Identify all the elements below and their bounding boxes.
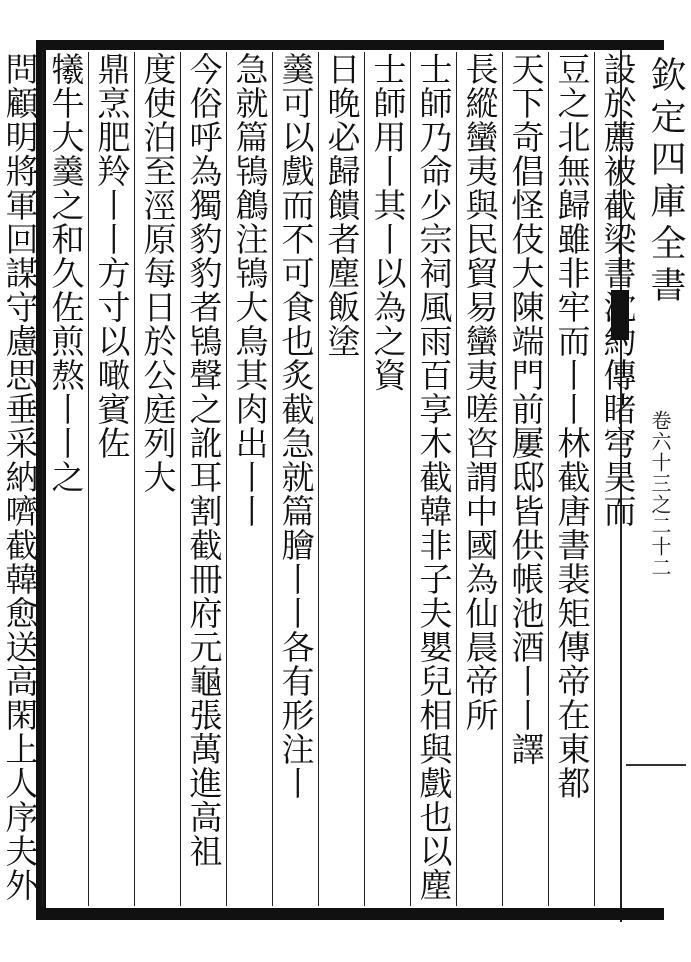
text-column [134,52,180,906]
text-column [594,52,640,906]
column-text: 犧牛大羹之和久佐煎熬丨丨之 [46,52,86,494]
text-column [456,52,502,906]
text-column [226,52,272,906]
column-text: 急就篇鴇鶬注鴇大鳥其肉出丨丨 [230,52,270,528]
text-column [272,52,318,906]
text-column [88,52,134,906]
running-head-volume: 卷六十三之二十二 [648,410,672,578]
text-column [0,52,42,906]
column-text: 豆之北無歸雖非牢而丨丨林截唐書裴矩傳帝在東都 [552,52,592,800]
text-column [42,52,88,906]
column-text: 問顧明將軍回謀守慮思垂采納嚌截韓愈送高閑上人序夫外 [0,52,40,902]
text-column [364,52,410,906]
text-column [410,52,456,906]
text-column [502,52,548,906]
column-text: 設於薦被截梁書沈約傳睹穹昊而 [598,52,638,528]
column-text: 度使泊至涇原每日於公庭列大 [138,52,178,494]
text-column [548,52,594,906]
column-text: 士師用丨其丨以為之資 [368,52,408,392]
column-text: 羹可以戲而不可食也炙截急就篇膾丨丨各有形注丨 [276,52,316,800]
text-column [180,52,226,906]
text-columns [0,52,640,906]
running-head-title: 欽定四庫全書 [645,56,686,308]
column-text: 日晚必歸饋者塵飯塗 [322,52,362,358]
text-column [318,52,364,906]
column-text: 長縱蠻夷與民貿易蠻夷嗟咨謂中國為仙晨帝所 [460,52,500,732]
column-text: 天下奇倡怪伎大陳端門前屢邸皆供帳池酒丨丨譯 [506,52,546,766]
column-text: 鼎烹肥羚丨丨方寸以噉賓佐 [92,52,132,460]
column-text: 今俗呼為獨豹豹者鴇聲之訛耳割截冊府元龜張萬進高祖 [184,52,224,868]
column-text: 士師乃命少宗祠風雨百享木截韓非子夫嬰兒相與戲也以塵 [414,52,454,902]
